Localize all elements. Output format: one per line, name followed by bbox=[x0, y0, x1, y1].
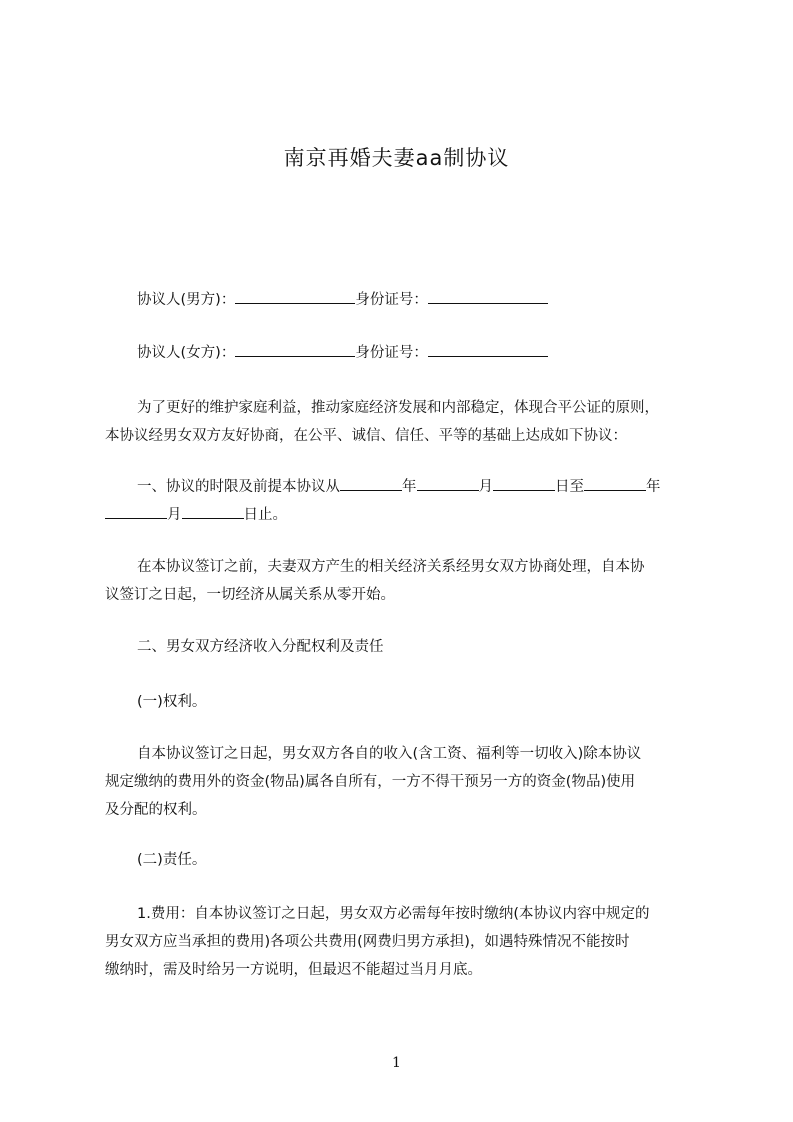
preamble-paragraph bbox=[105, 394, 705, 450]
party-male-line bbox=[105, 286, 705, 314]
party-female-name-blank bbox=[235, 341, 355, 357]
section-1-prefix: 一、协议的时限及前提本协议从 bbox=[137, 479, 340, 495]
rights-line-2: 规定缴纳的费用外的资金(物品)属各自所有，一方不得干预另一方的资金(物品)使用 bbox=[105, 774, 636, 790]
end-month-label: 月 bbox=[167, 507, 182, 523]
pre-agreement-line-1: 在本协议签订之前，夫妻双方产生的相关经济关系经男女双方协商处理，自本协 bbox=[137, 559, 645, 575]
party-female-line bbox=[105, 339, 705, 367]
section-1-line-1 bbox=[105, 473, 705, 501]
start-day-to-label: 日至 bbox=[555, 479, 584, 495]
duty-1-line-3: 缴纳时，需及时给另一方说明，但最迟不能超过当月月底。 bbox=[105, 962, 482, 978]
rights-line-1: 自本协议签订之日起，男女双方各自的收入(含工资、福利等一切收入)除本协议 bbox=[137, 746, 642, 762]
end-day-label: 日止。 bbox=[243, 507, 287, 523]
party-male-id-blank bbox=[428, 288, 548, 304]
rights-heading: (一)权利。 bbox=[137, 694, 207, 710]
rights-line-3: 及分配的权利。 bbox=[105, 802, 207, 818]
start-day-blank bbox=[493, 475, 555, 491]
end-year-label: 年 bbox=[646, 479, 661, 495]
start-month-label: 月 bbox=[478, 479, 493, 495]
page-number: 1 bbox=[392, 1055, 401, 1071]
section-1-paragraph bbox=[105, 473, 705, 529]
start-month-blank bbox=[417, 475, 479, 491]
party-male-label: 协议人(男方)： bbox=[137, 292, 236, 308]
party-female-id-label: 身份证号： bbox=[355, 345, 428, 361]
party-male-name-blank bbox=[235, 288, 355, 304]
start-year-blank bbox=[340, 475, 402, 491]
duty-1-line-2: 男女双方应当承担的费用)各项公共费用(网费归男方承担)，如遇特殊情况不能按时 bbox=[105, 934, 630, 950]
duty-1-paragraph bbox=[105, 900, 705, 984]
section-1-line-2 bbox=[105, 501, 705, 529]
document-title: 南京再婚夫妻aa制协议 bbox=[283, 146, 510, 170]
party-female-label: 协议人(女方)： bbox=[137, 345, 236, 361]
duty-1-line-1: 1.费用：自本协议签订之日起，男女双方必需每年按时缴纳(本协议内容中规定的 bbox=[137, 906, 650, 922]
end-month-blank bbox=[105, 503, 167, 519]
start-year-label: 年 bbox=[402, 479, 417, 495]
end-year-blank bbox=[584, 475, 646, 491]
end-day-blank bbox=[182, 503, 244, 519]
section-2-heading: 二、男女双方经济收入分配权利及责任 bbox=[137, 639, 384, 655]
preamble-line-1: 为了更好的维护家庭利益，推动家庭经济发展和内部稳定，体现合平公证的原则， bbox=[137, 400, 659, 416]
preamble-line-2: 本协议经男女双方友好协商，在公平、诚信、信任、平等的基础上达成如下协议： bbox=[105, 428, 627, 444]
pre-agreement-paragraph bbox=[105, 553, 705, 609]
pre-agreement-line-2: 议签订之日起，一切经济从属关系从零开始。 bbox=[105, 587, 395, 603]
party-female-id-blank bbox=[428, 341, 548, 357]
duties-heading: (二)责任。 bbox=[137, 852, 207, 868]
rights-paragraph bbox=[105, 740, 705, 824]
party-male-id-label: 身份证号： bbox=[355, 292, 428, 308]
